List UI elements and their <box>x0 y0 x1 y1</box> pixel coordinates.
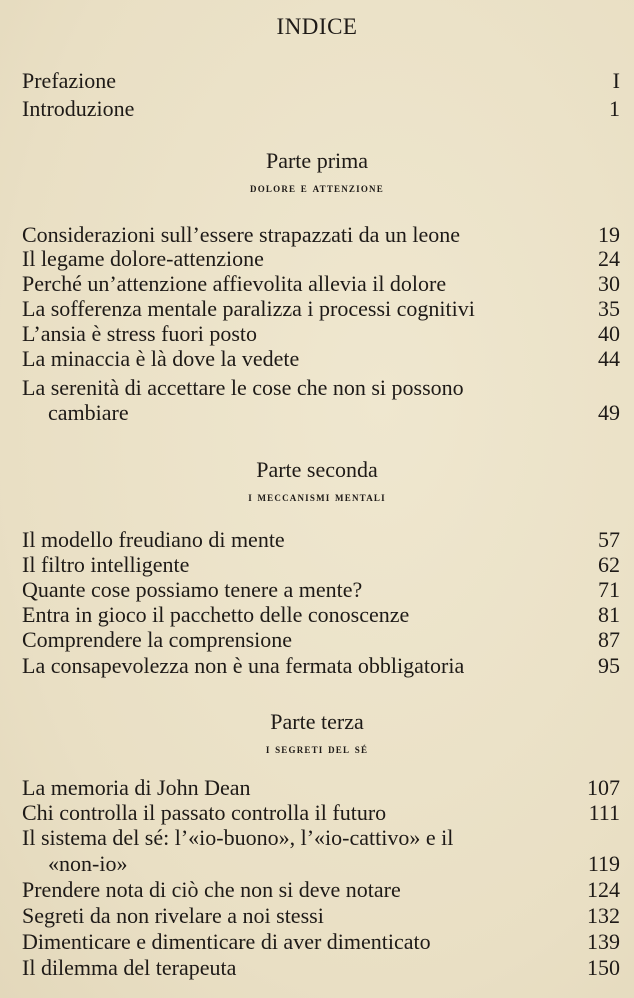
toc-entry <box>22 346 620 372</box>
toc-entry-page: 49 <box>598 400 620 425</box>
toc-entry <box>22 375 620 401</box>
toc-entry <box>22 800 620 826</box>
toc-entry-title: Il filtro intelligente <box>22 552 190 577</box>
toc-entry-page: 150 <box>587 955 620 980</box>
toc-entry <box>22 825 620 851</box>
toc-entry <box>22 955 620 981</box>
toc-entry-page: 40 <box>598 321 620 346</box>
toc-entry-page: 1 <box>609 96 620 121</box>
toc-entry <box>22 400 620 426</box>
part-subtitle: dolore e attenzione <box>250 180 384 195</box>
toc-entry <box>22 246 620 272</box>
part-subtitle: i segreti del sé <box>265 741 369 756</box>
toc-entry-title: Introduzione <box>22 96 135 121</box>
part-subtitle: i meccanismi mentali <box>248 489 386 504</box>
toc-entry-title-continued: cambiare <box>48 400 129 425</box>
toc-entry-title: Il dilemma del terapeuta <box>22 955 237 980</box>
toc-entry-page: 30 <box>598 271 620 296</box>
toc-entry-page: 81 <box>598 602 620 627</box>
toc-entry-title: La consapevolezza non è una fermata obbligatoria <box>22 653 465 678</box>
toc-entry <box>22 775 620 801</box>
toc-entry-page: 24 <box>598 246 620 271</box>
toc-entry-title: La minaccia è là dove la vedete <box>22 346 300 371</box>
toc-entry-title: L’ansia è stress fuori posto <box>22 321 258 346</box>
toc-entry-title: Il legame dolore-attenzione <box>22 246 264 271</box>
toc-entry-title: Prendere nota di ciò che non si deve notare <box>22 877 401 902</box>
toc-entry-page: 19 <box>598 222 620 247</box>
toc-entry <box>22 929 620 955</box>
toc-entry-title: Chi controlla il passato controlla il futuro <box>22 800 387 825</box>
toc-entry-title-continued: «non-io» <box>48 851 128 876</box>
toc-entry <box>22 527 620 553</box>
toc-entry-title: Perché un’attenzione affievolita allevia il dolore <box>22 271 447 296</box>
toc-entry-page: 71 <box>598 577 620 602</box>
toc-entry-page: 111 <box>588 800 620 825</box>
toc-entry-page: 57 <box>598 527 620 552</box>
toc-entry-title: Considerazioni sull’essere strapazzati da un leone <box>22 222 461 247</box>
toc-entry-title: Segreti da non rivelare a noi stessi <box>22 903 324 928</box>
toc-entry <box>22 321 620 347</box>
toc-entry-page: 119 <box>587 851 620 876</box>
toc-entry-page: 87 <box>598 627 620 652</box>
toc-entry <box>22 877 620 903</box>
toc-entry <box>22 627 620 653</box>
toc-entry-title: Comprendere la comprensione <box>22 627 293 652</box>
toc-entry-title: Il sistema del sé: l’«io-buono», l’«io-cattivo» e il <box>22 825 454 850</box>
toc-entry <box>22 68 620 94</box>
toc-entry-title: Il modello freudiano di mente <box>22 527 285 552</box>
toc-entry <box>22 296 620 322</box>
toc-entry-title: Prefazione <box>22 68 117 93</box>
toc-entry-page: 35 <box>598 296 620 321</box>
toc-entry-page: 124 <box>587 877 620 902</box>
toc-entry-page: 95 <box>598 653 620 678</box>
toc-entry-page: 107 <box>587 775 620 800</box>
toc-entry <box>22 851 620 877</box>
toc-entry <box>22 602 620 628</box>
part-title: Parte terza <box>270 709 364 734</box>
toc-entry-page: I <box>612 68 620 93</box>
toc-entry-page: 139 <box>587 929 620 954</box>
toc-entry <box>22 271 620 297</box>
toc-entry <box>22 96 620 122</box>
toc-entry-title: La serenità di accettare le cose che non si possono <box>22 375 464 400</box>
toc-entry <box>22 903 620 929</box>
toc-entry <box>22 552 620 578</box>
toc-entry-page: 62 <box>598 552 620 577</box>
toc-entry <box>22 577 620 603</box>
toc-entry-title: La memoria di John Dean <box>22 775 251 800</box>
part-title: Parte seconda <box>256 457 378 482</box>
toc-entry-page: 44 <box>598 346 620 371</box>
toc-entry-title: Entra in gioco il pacchetto delle conoscenze <box>22 602 410 627</box>
toc-entry <box>22 222 620 248</box>
toc-entry-title: Quante cose possiamo tenere a mente? <box>22 577 363 602</box>
part-title: Parte prima <box>265 148 369 173</box>
toc-entry <box>22 653 620 679</box>
toc-entry-page: 132 <box>587 903 620 928</box>
page-title: INDICE <box>276 14 358 39</box>
toc-entry-title: La sofferenza mentale paralizza i processi cognitivi <box>22 296 475 321</box>
toc-entry-title: Dimenticare e dimenticare di aver dimenticato <box>22 929 431 954</box>
